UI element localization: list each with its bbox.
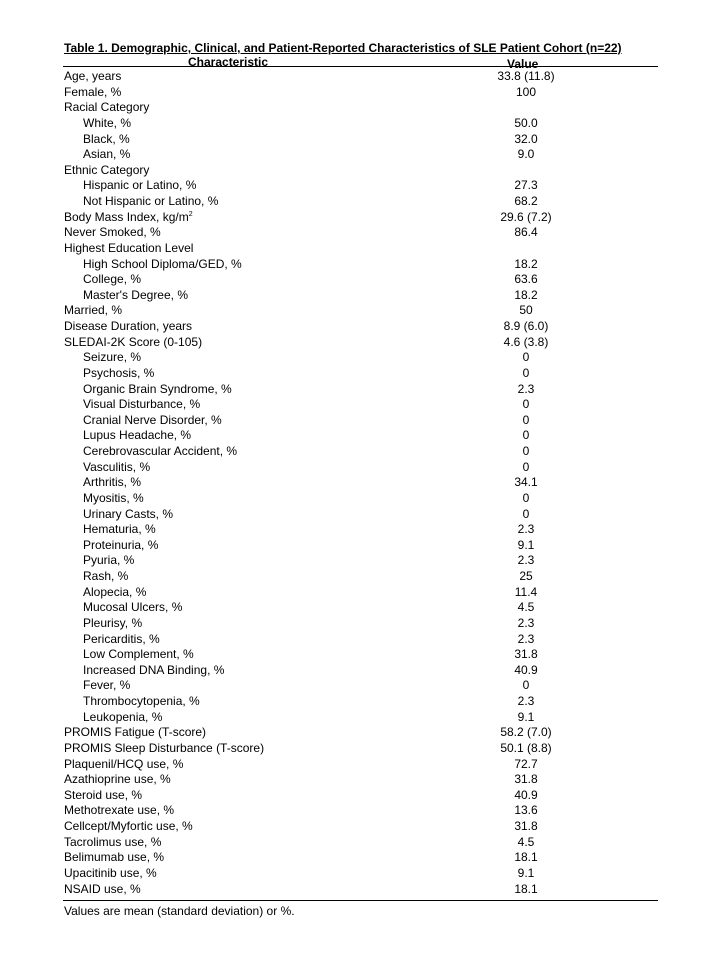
row-label-text: Organic Brain Syndrome, % [83, 381, 232, 396]
table-row [0, 350, 720, 366]
row-label [83, 694, 200, 710]
table-row [0, 319, 720, 335]
table-row [0, 475, 720, 491]
table-row [0, 507, 720, 523]
row-value: 34.1 [514, 475, 538, 490]
row-label [83, 272, 141, 288]
row-label [83, 491, 144, 507]
table-row [0, 553, 720, 569]
row-label-text: Urinary Casts, % [83, 506, 174, 521]
row-label-text: Black, % [83, 131, 130, 146]
row-label [83, 413, 222, 429]
table-title: Table 1. Demographic, Clinical, and Patient-Reported Characteristics of SLE Patient Cohort (n=22) [64, 41, 622, 55]
row-label [64, 725, 206, 741]
row-value: 32.0 [514, 131, 538, 146]
row-label-text: Cranial Nerve Disorder, % [83, 412, 222, 427]
table-row [0, 100, 720, 116]
row-value: 40.9 [514, 787, 538, 802]
row-label [83, 522, 156, 538]
header-rule [63, 66, 658, 67]
table-row [0, 147, 720, 163]
row-label-text: Leukopenia, % [83, 709, 163, 724]
row-label-text: Proteinuria, % [83, 537, 159, 552]
row-value: 8.9 (6.0) [503, 319, 549, 333]
row-label-text: Tacrolimus use, % [64, 834, 162, 849]
row-value: 31.8 [514, 772, 538, 787]
row-label-text: Azathioprine use, % [64, 772, 171, 787]
row-label-text: Ethnic Category [64, 162, 150, 177]
row-label [64, 69, 121, 85]
row-label [83, 538, 158, 554]
row-label [64, 319, 192, 335]
table-row [0, 194, 720, 210]
table-row [0, 725, 720, 741]
row-label-text: Disease Duration, years [64, 319, 193, 333]
table-row [0, 460, 720, 476]
row-label [64, 210, 193, 226]
table-row [0, 116, 720, 132]
row-label [83, 428, 191, 444]
table-row [0, 600, 720, 616]
row-value: 25 [519, 569, 533, 583]
table-row [0, 569, 720, 585]
table-row [0, 288, 720, 304]
table-row [0, 225, 720, 241]
table-row [0, 835, 720, 851]
row-value: 18.2 [514, 287, 538, 302]
row-label [64, 835, 161, 851]
table-row [0, 335, 720, 351]
row-value: 0 [522, 428, 530, 443]
row-value: 0 [522, 678, 530, 693]
row-label-text: Rash, % [83, 569, 129, 583]
row-value: 0 [522, 490, 530, 505]
table-row [0, 882, 720, 898]
row-label-text: Thrombocytopenia, % [83, 694, 200, 708]
table-row [0, 819, 720, 835]
row-label [64, 772, 171, 788]
row-value: 86.4 [514, 225, 538, 240]
row-label-text: Asian, % [83, 147, 131, 162]
row-value: 2.3 [517, 522, 535, 537]
row-value: 9.1 [517, 537, 535, 552]
row-value: 68.2 [514, 194, 538, 208]
table-row [0, 788, 720, 804]
table-row [0, 757, 720, 773]
table-row [0, 647, 720, 663]
row-value: 4.5 [517, 600, 535, 615]
row-value: 9.1 [517, 709, 535, 724]
row-label-text: Belimumab use, % [64, 850, 165, 865]
table-row [0, 178, 720, 194]
row-label [83, 663, 224, 679]
row-label [64, 225, 161, 241]
row-value: 2.3 [517, 615, 535, 630]
row-label [83, 647, 194, 663]
row-value: 33.8 (11.8) [497, 69, 555, 83]
row-value: 29.6 (7.2) [500, 209, 552, 224]
row-label [64, 741, 264, 757]
row-value: 100 [515, 84, 537, 99]
table-row [0, 241, 720, 257]
row-value: 50.0 [514, 115, 538, 130]
row-label [83, 710, 162, 726]
row-label [64, 241, 193, 257]
column-header-value: Value [507, 57, 539, 71]
row-value: 9.1 [517, 865, 535, 880]
row-value: 4.5 [517, 834, 535, 849]
row-label [83, 366, 154, 382]
row-label-text: Female, % [64, 84, 122, 99]
row-label-text: Visual Disturbance, % [83, 397, 201, 412]
row-label [64, 757, 183, 773]
row-value: 13.6 [514, 803, 538, 818]
row-label [83, 350, 141, 366]
row-label-text: Body Mass Index, kg/m [64, 209, 189, 224]
row-label-text: Lupus Headache, % [83, 428, 192, 443]
row-value: 50.1 (8.8) [500, 740, 552, 755]
row-label [64, 882, 141, 898]
table-row [0, 428, 720, 444]
row-label [83, 444, 237, 460]
row-label-text: High School Diploma/GED, % [83, 256, 242, 271]
row-value: 0 [522, 365, 530, 380]
table-row [0, 257, 720, 273]
row-label-text: Master's Degree, % [83, 287, 188, 302]
row-value: 2.3 [517, 694, 535, 708]
table-row [0, 397, 720, 413]
row-value: 4.6 (3.8) [503, 334, 549, 349]
row-label-text: Psychosis, % [83, 365, 155, 380]
row-label-text: Age, years [64, 69, 122, 83]
row-label-text: Plaquenil/HCQ use, % [64, 756, 184, 771]
table-row [0, 741, 720, 757]
row-value: 9.0 [517, 147, 535, 162]
row-label [83, 600, 182, 616]
row-label-text: Methotrexate use, % [64, 803, 175, 818]
row-label [83, 397, 200, 413]
table-row [0, 382, 720, 398]
row-label-text: College, % [83, 272, 142, 287]
row-label [83, 475, 141, 491]
row-label-text: Vasculitis, % [83, 459, 151, 474]
row-label-text: PROMIS Fatigue (T-score) [64, 725, 207, 740]
row-value: 58.2 (7.0) [500, 725, 552, 740]
row-label [83, 460, 150, 476]
row-label-text: Hispanic or Latino, % [83, 178, 197, 193]
table-row [0, 710, 720, 726]
table-row [0, 616, 720, 632]
row-label-text: Increased DNA Binding, % [83, 662, 225, 677]
row-value: 18.2 [514, 256, 538, 271]
table-row [0, 663, 720, 679]
row-label-text: Low Complement, % [83, 647, 194, 662]
row-label [64, 100, 149, 116]
row-value: 63.6 [514, 272, 538, 287]
row-label-text: Fever, % [83, 678, 131, 693]
table-row [0, 538, 720, 554]
table-row [0, 210, 720, 226]
table-row [0, 132, 720, 148]
row-label-text: SLEDAI-2K Score (0-105) [64, 334, 203, 349]
row-label-text: Myositis, % [83, 490, 144, 505]
row-label [83, 178, 196, 194]
row-label-text: Never Smoked, % [64, 225, 161, 240]
row-label-text: Cellcept/Myfortic use, % [64, 819, 193, 833]
row-value: 31.8 [514, 647, 538, 662]
row-label [64, 303, 122, 319]
row-label [64, 85, 121, 101]
row-label [83, 116, 131, 132]
row-label-text: Arthritis, % [83, 475, 142, 490]
row-label-text: White, % [83, 115, 132, 130]
row-label [83, 194, 218, 210]
table-row [0, 585, 720, 601]
row-value: 27.3 [514, 178, 538, 193]
row-label [83, 132, 130, 148]
row-value: 0 [522, 350, 530, 365]
row-label-text: NSAID use, % [64, 881, 141, 896]
table-row [0, 69, 720, 85]
row-label-superscript: 2 [188, 210, 193, 218]
table-row [0, 850, 720, 866]
row-label [64, 788, 142, 804]
row-value: 0 [522, 506, 530, 521]
row-value: 72.7 [514, 756, 538, 771]
table-row [0, 491, 720, 507]
table-row [0, 803, 720, 819]
row-label [64, 803, 174, 819]
table-row [0, 272, 720, 288]
table-row [0, 413, 720, 429]
row-label-text: Racial Category [64, 100, 150, 115]
row-label-text: PROMIS Sleep Disturbance (T-score) [64, 740, 265, 755]
row-label-text: Mucosal Ulcers, % [83, 600, 183, 615]
row-label [64, 335, 202, 351]
table-footnote: Values are mean (standard deviation) or %. [64, 904, 295, 918]
table-row [0, 522, 720, 538]
row-label [83, 382, 232, 398]
row-value: 18.1 [514, 850, 538, 865]
row-label-text: Alopecia, % [83, 584, 147, 599]
row-label [64, 850, 164, 866]
row-label-text: Seizure, % [83, 350, 142, 365]
column-header-characteristic: Characteristic [188, 55, 269, 69]
table-body [0, 69, 720, 897]
row-value: 50 [519, 303, 533, 318]
table-row [0, 303, 720, 319]
row-label-text: Steroid use, % [64, 787, 143, 802]
row-label-text: Not Hispanic or Latino, % [83, 194, 219, 208]
row-label [83, 678, 130, 694]
row-value: 0 [522, 444, 530, 458]
row-label [83, 507, 173, 523]
row-label [83, 288, 188, 304]
table-row [0, 632, 720, 648]
row-value: 2.3 [517, 631, 535, 646]
row-label-text: Pyuria, % [83, 553, 135, 568]
table-row [0, 444, 720, 460]
table-row [0, 694, 720, 710]
table-row [0, 866, 720, 882]
table-row [0, 366, 720, 382]
row-label [83, 585, 146, 601]
row-label-text: Highest Education Level [64, 240, 194, 255]
row-label [83, 632, 160, 648]
row-label [64, 819, 193, 835]
row-label-text: Pleurisy, % [83, 615, 143, 630]
row-value: 2.3 [517, 553, 535, 568]
table-row [0, 163, 720, 179]
row-label [83, 553, 134, 569]
row-value: 2.3 [517, 381, 535, 396]
row-value: 11.4 [514, 584, 538, 599]
row-label [83, 257, 242, 273]
row-label [83, 616, 142, 632]
row-value: 0 [522, 459, 530, 474]
row-value: 0 [522, 412, 530, 427]
row-label-text: Married, % [64, 303, 123, 318]
row-value: 18.1 [514, 881, 538, 896]
row-label-text: Upacitinib use, % [64, 865, 157, 880]
row-value: 40.9 [514, 662, 538, 677]
row-label-text: Hematuria, % [83, 522, 156, 537]
table-row [0, 85, 720, 101]
row-value: 0 [522, 397, 530, 412]
row-label [83, 147, 130, 163]
row-label-text: Cerebrovascular Accident, % [83, 444, 238, 458]
row-label [64, 866, 157, 882]
row-label [83, 569, 128, 585]
table-row [0, 772, 720, 788]
row-value: 31.8 [514, 819, 538, 833]
row-label-text: Pericarditis, % [83, 631, 160, 646]
row-label [64, 163, 149, 179]
table-row [0, 678, 720, 694]
table-bottom-rule [63, 900, 658, 901]
